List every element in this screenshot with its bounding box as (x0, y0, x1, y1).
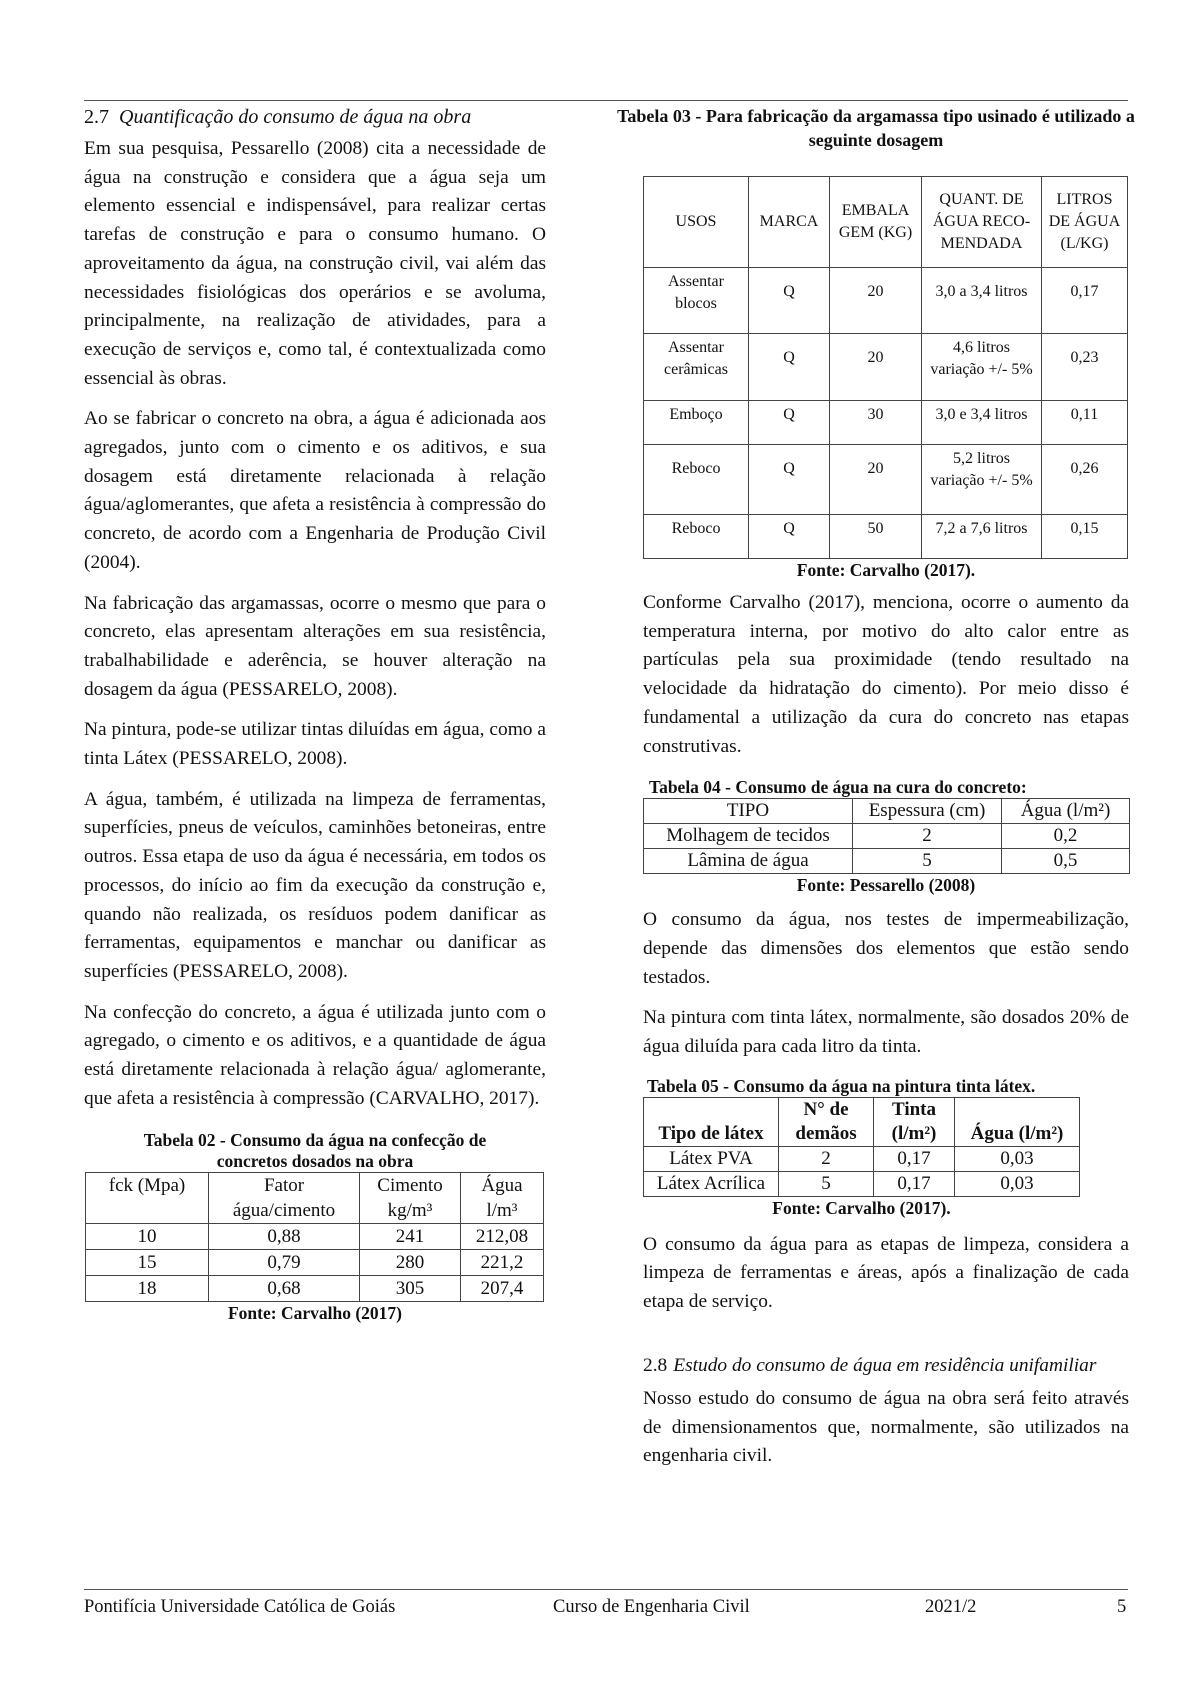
table-row (644, 1146, 1080, 1171)
paragraph: Na pintura com tinta látex, normalmente, são dosados 20% de água diluída para cada litro da tinta. (643, 1007, 1129, 1058)
table-cell: 0,79 (209, 1249, 360, 1275)
table-row (86, 1223, 544, 1249)
table-cell: Q (749, 401, 830, 445)
table-cell: Reboco (644, 515, 749, 559)
table04 (643, 798, 1130, 874)
table-cell: Látex Acrílica (644, 1171, 779, 1196)
table-cell: Assentar cerâmicas (644, 334, 749, 401)
table03 (643, 176, 1128, 559)
table03-caption: Tabela 03 - Para fabricação da argamassa tipo usinado é utilizado a seguinte dosagem (617, 106, 1135, 150)
table-header-cell: Água (l/m²) (955, 1097, 1080, 1146)
table-cell: Q (749, 334, 830, 401)
paragraph: Conforme Carvalho (2017), menciona, ocorre o aumento da temperatura interna, por motivo do alto calor entre as partículas pela sua proximidade (tendo resultado na velocidade da hidratação do cimento). Por meio disso é fundamental a utilização da cura do concreto nas etapas construtivas. (643, 592, 1129, 757)
table-cell: 20 (830, 334, 922, 401)
header-rule (84, 100, 1128, 101)
footer-institution: Pontifícia Universidade Católica de Goiás (84, 1597, 396, 1617)
table02-caption: Tabela 02 - Consumo da água na confecção de concretos dosados na obra (143, 1129, 487, 1171)
footer-period: 2021/2 (925, 1597, 977, 1617)
table-row (644, 849, 1130, 874)
table-header-cell: QUANT. DE ÁGUA RECO- MENDADA (922, 177, 1042, 268)
table-cell: 280 (360, 1249, 461, 1275)
table-cell: Q (749, 445, 830, 515)
table-cell: 20 (830, 268, 922, 334)
table-cell: Assentar blocos (644, 268, 749, 334)
table-cell: 0,23 (1042, 334, 1128, 401)
table02 (85, 1172, 544, 1302)
table-cell: 0,68 (209, 1275, 360, 1301)
table-header-cell: Cimento kg/m³ (360, 1172, 461, 1223)
table-cell: 241 (360, 1223, 461, 1249)
table-cell: 0,5 (1002, 849, 1130, 874)
paragraph: O consumo da água para as etapas de limpeza, considera a limpeza de ferramentas e áreas, após a finalização de cada etapa de serviço. (643, 1233, 1129, 1313)
table-cell: Lâmina de água (644, 849, 853, 874)
paragraph: Nosso estudo do consumo de água na obra será feito através de dimensionamentos que, normalmente, são utilizados na engenharia civil. (643, 1387, 1129, 1467)
table-header-cell: Espessura (cm) (853, 799, 1002, 824)
table-cell: 0,88 (209, 1223, 360, 1249)
section-heading-2-8 (643, 1353, 1129, 1379)
table-cell: 5 (853, 849, 1002, 874)
table-row (644, 401, 1128, 445)
table-cell: 212,08 (461, 1223, 544, 1249)
table05-caption: Tabela 05 - Consumo da água na pintura tinta látex. (647, 1075, 1036, 1096)
table-cell: 5 (779, 1171, 874, 1196)
paragraph: Ao se fabricar o concreto na obra, a água é adicionada aos agregados, junto com o cimento e os aditivos, e sua dosagem está diretamente relacionada à relação água/aglomerantes, que afeta a resistência à compressão do concreto, de acordo com a Engenharia de Produção Civil (2004). (84, 408, 546, 573)
table-cell: 30 (830, 401, 922, 445)
table-header-cell: MARCA (749, 177, 830, 268)
table-cell: 305 (360, 1275, 461, 1301)
table-cell: 18 (86, 1275, 209, 1301)
table-cell: 0,03 (955, 1146, 1080, 1171)
table-cell: 0,26 (1042, 445, 1128, 515)
table-row (644, 445, 1128, 515)
table-row (644, 334, 1128, 401)
paragraph: Em sua pesquisa, Pessarello (2008) cita a necessidade de água na construção e considera que a água seja um elemento essencial e indispensável, para realizar certas tarefas de construção e para o consumo humano. O aproveitamento da água, na construção civil, vai além das necessidades fisiológicas dos operários e se avoluma, principalmente, na realização de atividades, para a execução de serviços e, como tal, é contextualizada como essencial às obras. (84, 138, 546, 389)
table-cell: 0,17 (874, 1146, 955, 1171)
table-cell: 4,6 litros variação +/- 5% (922, 334, 1042, 401)
table-cell: 5,2 litros variação +/- 5% (922, 445, 1042, 515)
table-cell: 0,03 (955, 1171, 1080, 1196)
table-header-cell: USOS (644, 177, 749, 268)
table04-caption: Tabela 04 - Consumo de água na cura do concreto: (649, 777, 1027, 798)
table-cell: 0,17 (1042, 268, 1128, 334)
table-header-row (644, 799, 1130, 824)
table-cell: Emboço (644, 401, 749, 445)
table-cell: Q (749, 515, 830, 559)
table-header-row (644, 1097, 1080, 1146)
paragraph: Na confecção do concreto, a água é utilizada junto com o agregado, o cimento e os aditivos, e a quantidade de água está diretamente relacionada à relação água/ aglomerante, que afeta a resistência à compressão (CARVALHO, 2017). (84, 1001, 546, 1109)
table-header-row (86, 1172, 544, 1223)
table-cell: 0,11 (1042, 401, 1128, 445)
table02-source: Fonte: Carvalho (2017) (227, 1302, 402, 1323)
table-cell: Q (749, 268, 830, 334)
table-header-cell: Água (l/m²) (1002, 799, 1130, 824)
table-cell: 3,0 a 3,4 litros (922, 268, 1042, 334)
table-cell: 3,0 e 3,4 litros (922, 401, 1042, 445)
table-cell: 2 (853, 824, 1002, 849)
table-cell: 7,2 a 7,6 litros (922, 515, 1042, 559)
table-header-cell: Tinta (l/m²) (874, 1097, 955, 1146)
table-cell: 20 (830, 445, 922, 515)
table-header-cell: N° de demãos (779, 1097, 874, 1146)
table-cell: 0,2 (1002, 824, 1130, 849)
table05 (643, 1097, 1080, 1197)
table-cell: 2 (779, 1146, 874, 1171)
table-header-cell: Tipo de látex (644, 1097, 779, 1146)
paragraph: A água, também, é utilizada na limpeza de ferramentas, superfícies, pneus de veículos, caminhões betoneiras, entre outros. Essa etapa de uso da água é necessária, em todos os processos, do início ao fim da execução da construção e, quando não realizada, os resíduos podem danificar as ferramentas, equipamentos e manchar ou danificar as superfícies (PESSARELO, 2008). (84, 788, 546, 982)
table-header-row (644, 177, 1128, 268)
table-header-cell: LITROS DE ÁGUA (L/KG) (1042, 177, 1128, 268)
page-number: 5 (1117, 1597, 1127, 1617)
paragraph: Na pintura, pode-se utilizar tintas diluídas em água, como a tinta Látex (PESSARELO, 2008). (84, 719, 546, 770)
table-header-cell: Água l/m³ (461, 1172, 544, 1223)
section-number: 2.7 (84, 106, 109, 128)
table-row (644, 1171, 1080, 1196)
table-header-cell: TIPO (644, 799, 853, 824)
paragraph: Na fabricação das argamassas, ocorre o mesmo que para o concreto, elas apresentam alterações em sua resistência, trabalhabilidade e aderência, se houver alteração na dosagem da água (PESSARELO, 2008). (84, 592, 546, 700)
table-row (86, 1249, 544, 1275)
table-row (644, 515, 1128, 559)
section-heading-2-7 (84, 104, 546, 131)
section-title: Quantificação do consumo de água na obra (119, 106, 472, 128)
table05-source: Fonte: Carvalho (2017). (772, 1197, 951, 1218)
footer-course: Curso de Engenharia Civil (553, 1597, 750, 1617)
section-title: Estudo do consumo de água em residência unifamiliar (673, 1354, 1097, 1376)
right-column (617, 104, 1135, 1483)
section-number: 2.8 (643, 1354, 668, 1376)
table-cell: 0,15 (1042, 515, 1128, 559)
table-cell: Molhagem de tecidos (644, 824, 853, 849)
left-column (84, 104, 546, 1324)
table-cell: 15 (86, 1249, 209, 1275)
table-cell: Látex PVA (644, 1146, 779, 1171)
table-row (86, 1275, 544, 1301)
table-cell: Reboco (644, 445, 749, 515)
table-header-cell: EMBALA GEM (KG) (830, 177, 922, 268)
table-header-cell: fck (Mpa) (86, 1172, 209, 1223)
paragraph: O consumo da água, nos testes de impermeabilização, depende das dimensões dos elementos que estão sendo testados. (643, 909, 1129, 988)
table03-source: Fonte: Carvalho (2017). (796, 560, 976, 580)
table-cell: 10 (86, 1223, 209, 1249)
table-cell: 221,2 (461, 1249, 544, 1275)
table-cell: 50 (830, 515, 922, 559)
table04-source: Fonte: Pessarello (2008) (796, 875, 976, 896)
table-row (644, 268, 1128, 334)
footer-rule (84, 1589, 1128, 1590)
table-cell: 0,17 (874, 1171, 955, 1196)
table-row (644, 824, 1130, 849)
table-header-cell: Fator água/cimento (209, 1172, 360, 1223)
table-cell: 207,4 (461, 1275, 544, 1301)
